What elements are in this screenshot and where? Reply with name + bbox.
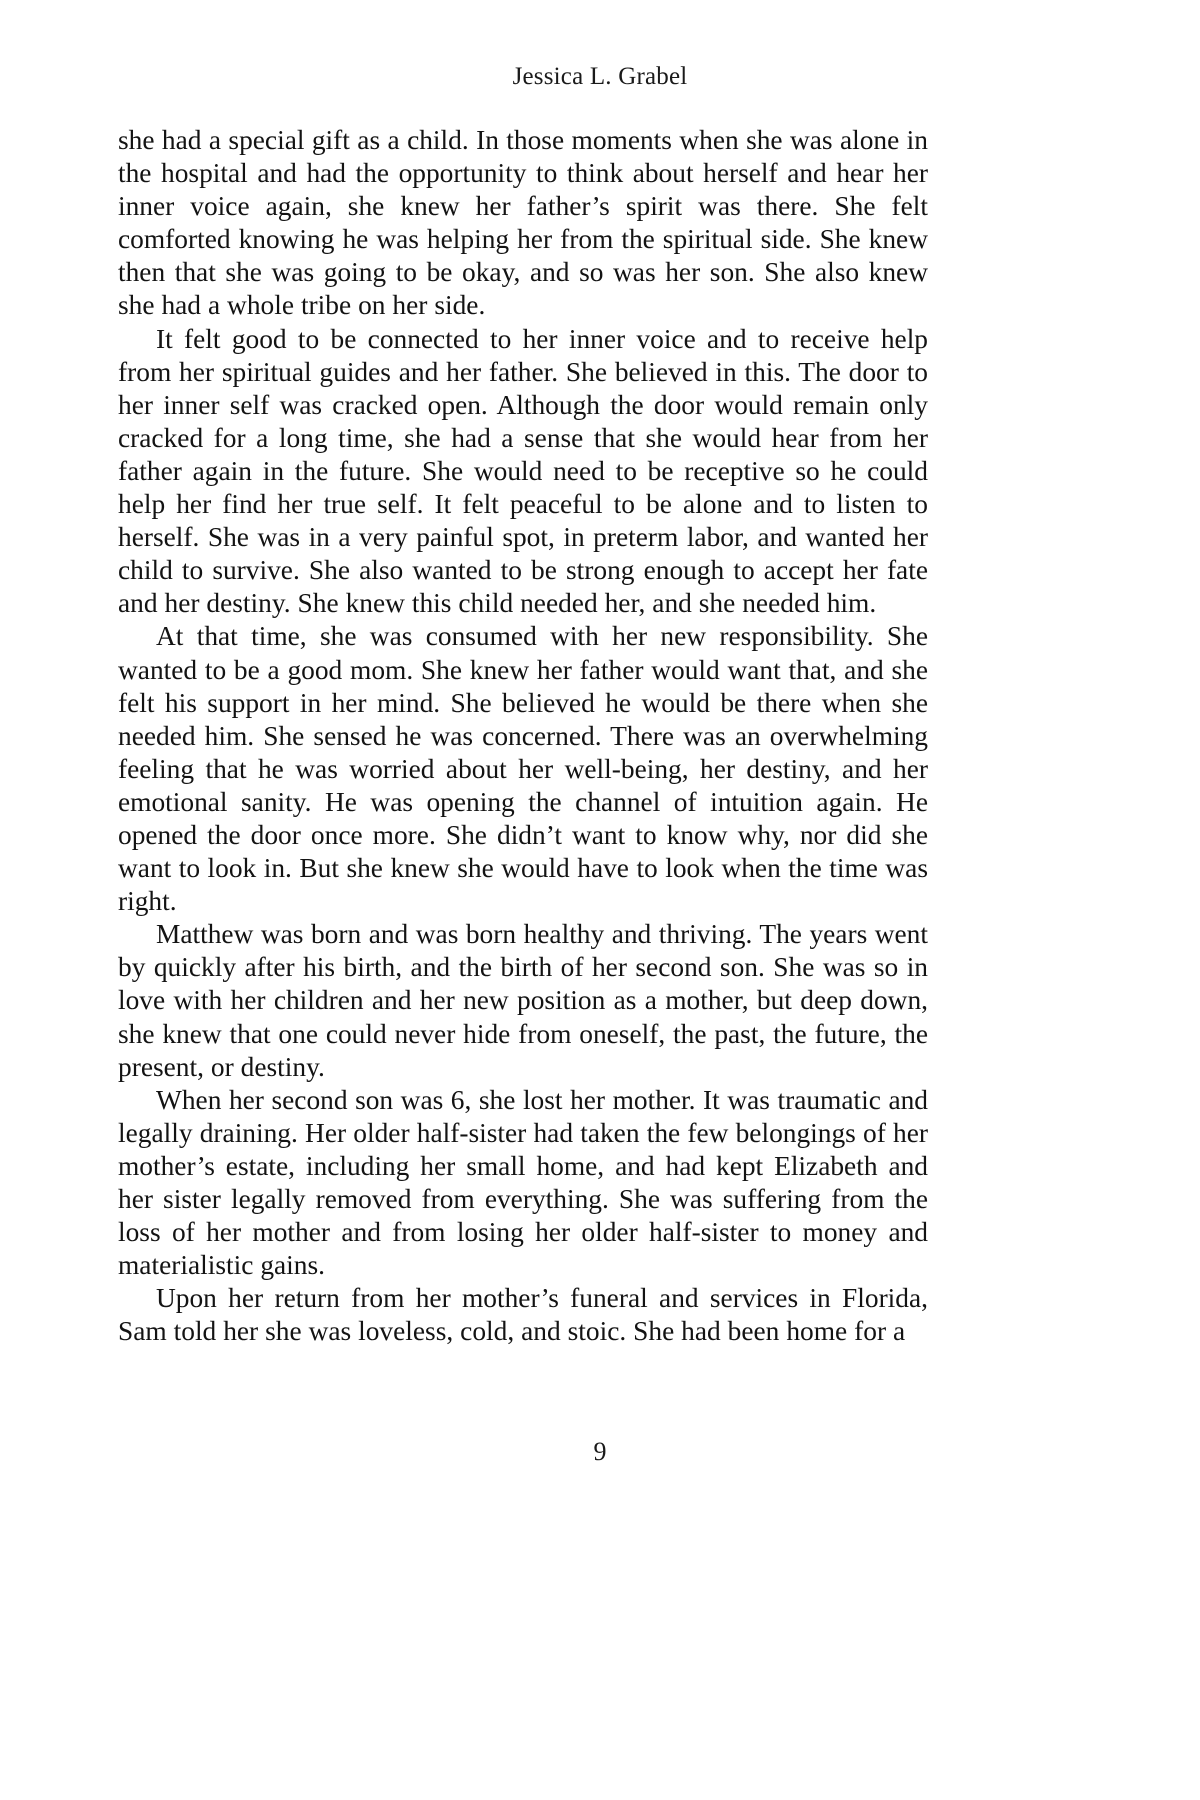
body-paragraph: Matthew was born and was born healthy and thriving. The years went by quickly after his birth, and the birth of her second son. She was so in love with her children and her new position as a mother, but deep down, she knew that one could never hide from oneself, the past, the future, the present, or destiny. [118,919,928,1082]
body-text-block [118,124,928,1348]
page-number: 9 [593,1437,607,1466]
body-paragraph: she had a special gift as a child. In those moments when she was alone in the hospital and had the opportunity to think about herself and hear her inner voice again, she knew her father’s spirit was there. She felt comforted knowing he was helping her from the spiritual side. She knew then that she was going to be okay, and so was her son. She also knew she had a whole tribe on her side. [118,125,928,321]
body-paragraph: At that time, she was consumed with her new responsibility. She wanted to be a good mom. She knew her father would want that, and she felt his support in her mind. She believed he would be there when she needed him. She sensed he was concerned. There was an overwhelming feeling that he was worried about her well-being, her destiny, and her emotional sanity. He was opening the channel of intuition again. He opened the door once more. She didn’t want to know why, nor did she want to look in. But she knew she would have to look when the time was right. [118,621,928,917]
body-paragraph: It felt good to be connected to her inner voice and to receive help from her spiritual guides and her father. She believed in this. The door to her inner self was cracked open. Although the door would remain only cracked for a long time, she had a sense that she would hear from her father again in the future. She would need to be receptive so he could help her find her true self. It felt peaceful to be alone and to listen to herself. She was in a very painful spot, in preterm labor, and wanted her child to survive. She also wanted to be strong enough to accept her fate and her destiny. She knew this child needed her, and she needed him. [118,323,928,619]
body-paragraph: When her second son was 6, she lost her mother. It was traumatic and legally draining. Her older half-sister had taken the few belongings of her mother’s estate, including her small home, and had kept Elizabeth and her sister legally removed from everything. She was suffering from the loss of her mother and from losing her older half-sister to money and materialistic gains. [118,1084,928,1281]
running-header: Jessica L. Grabel [512,63,688,90]
body-paragraph: Upon her return from her mother’s funeral and services in Florida, Sam told her she was loveless, cold, and stoic. She had been home for a [118,1283,928,1347]
